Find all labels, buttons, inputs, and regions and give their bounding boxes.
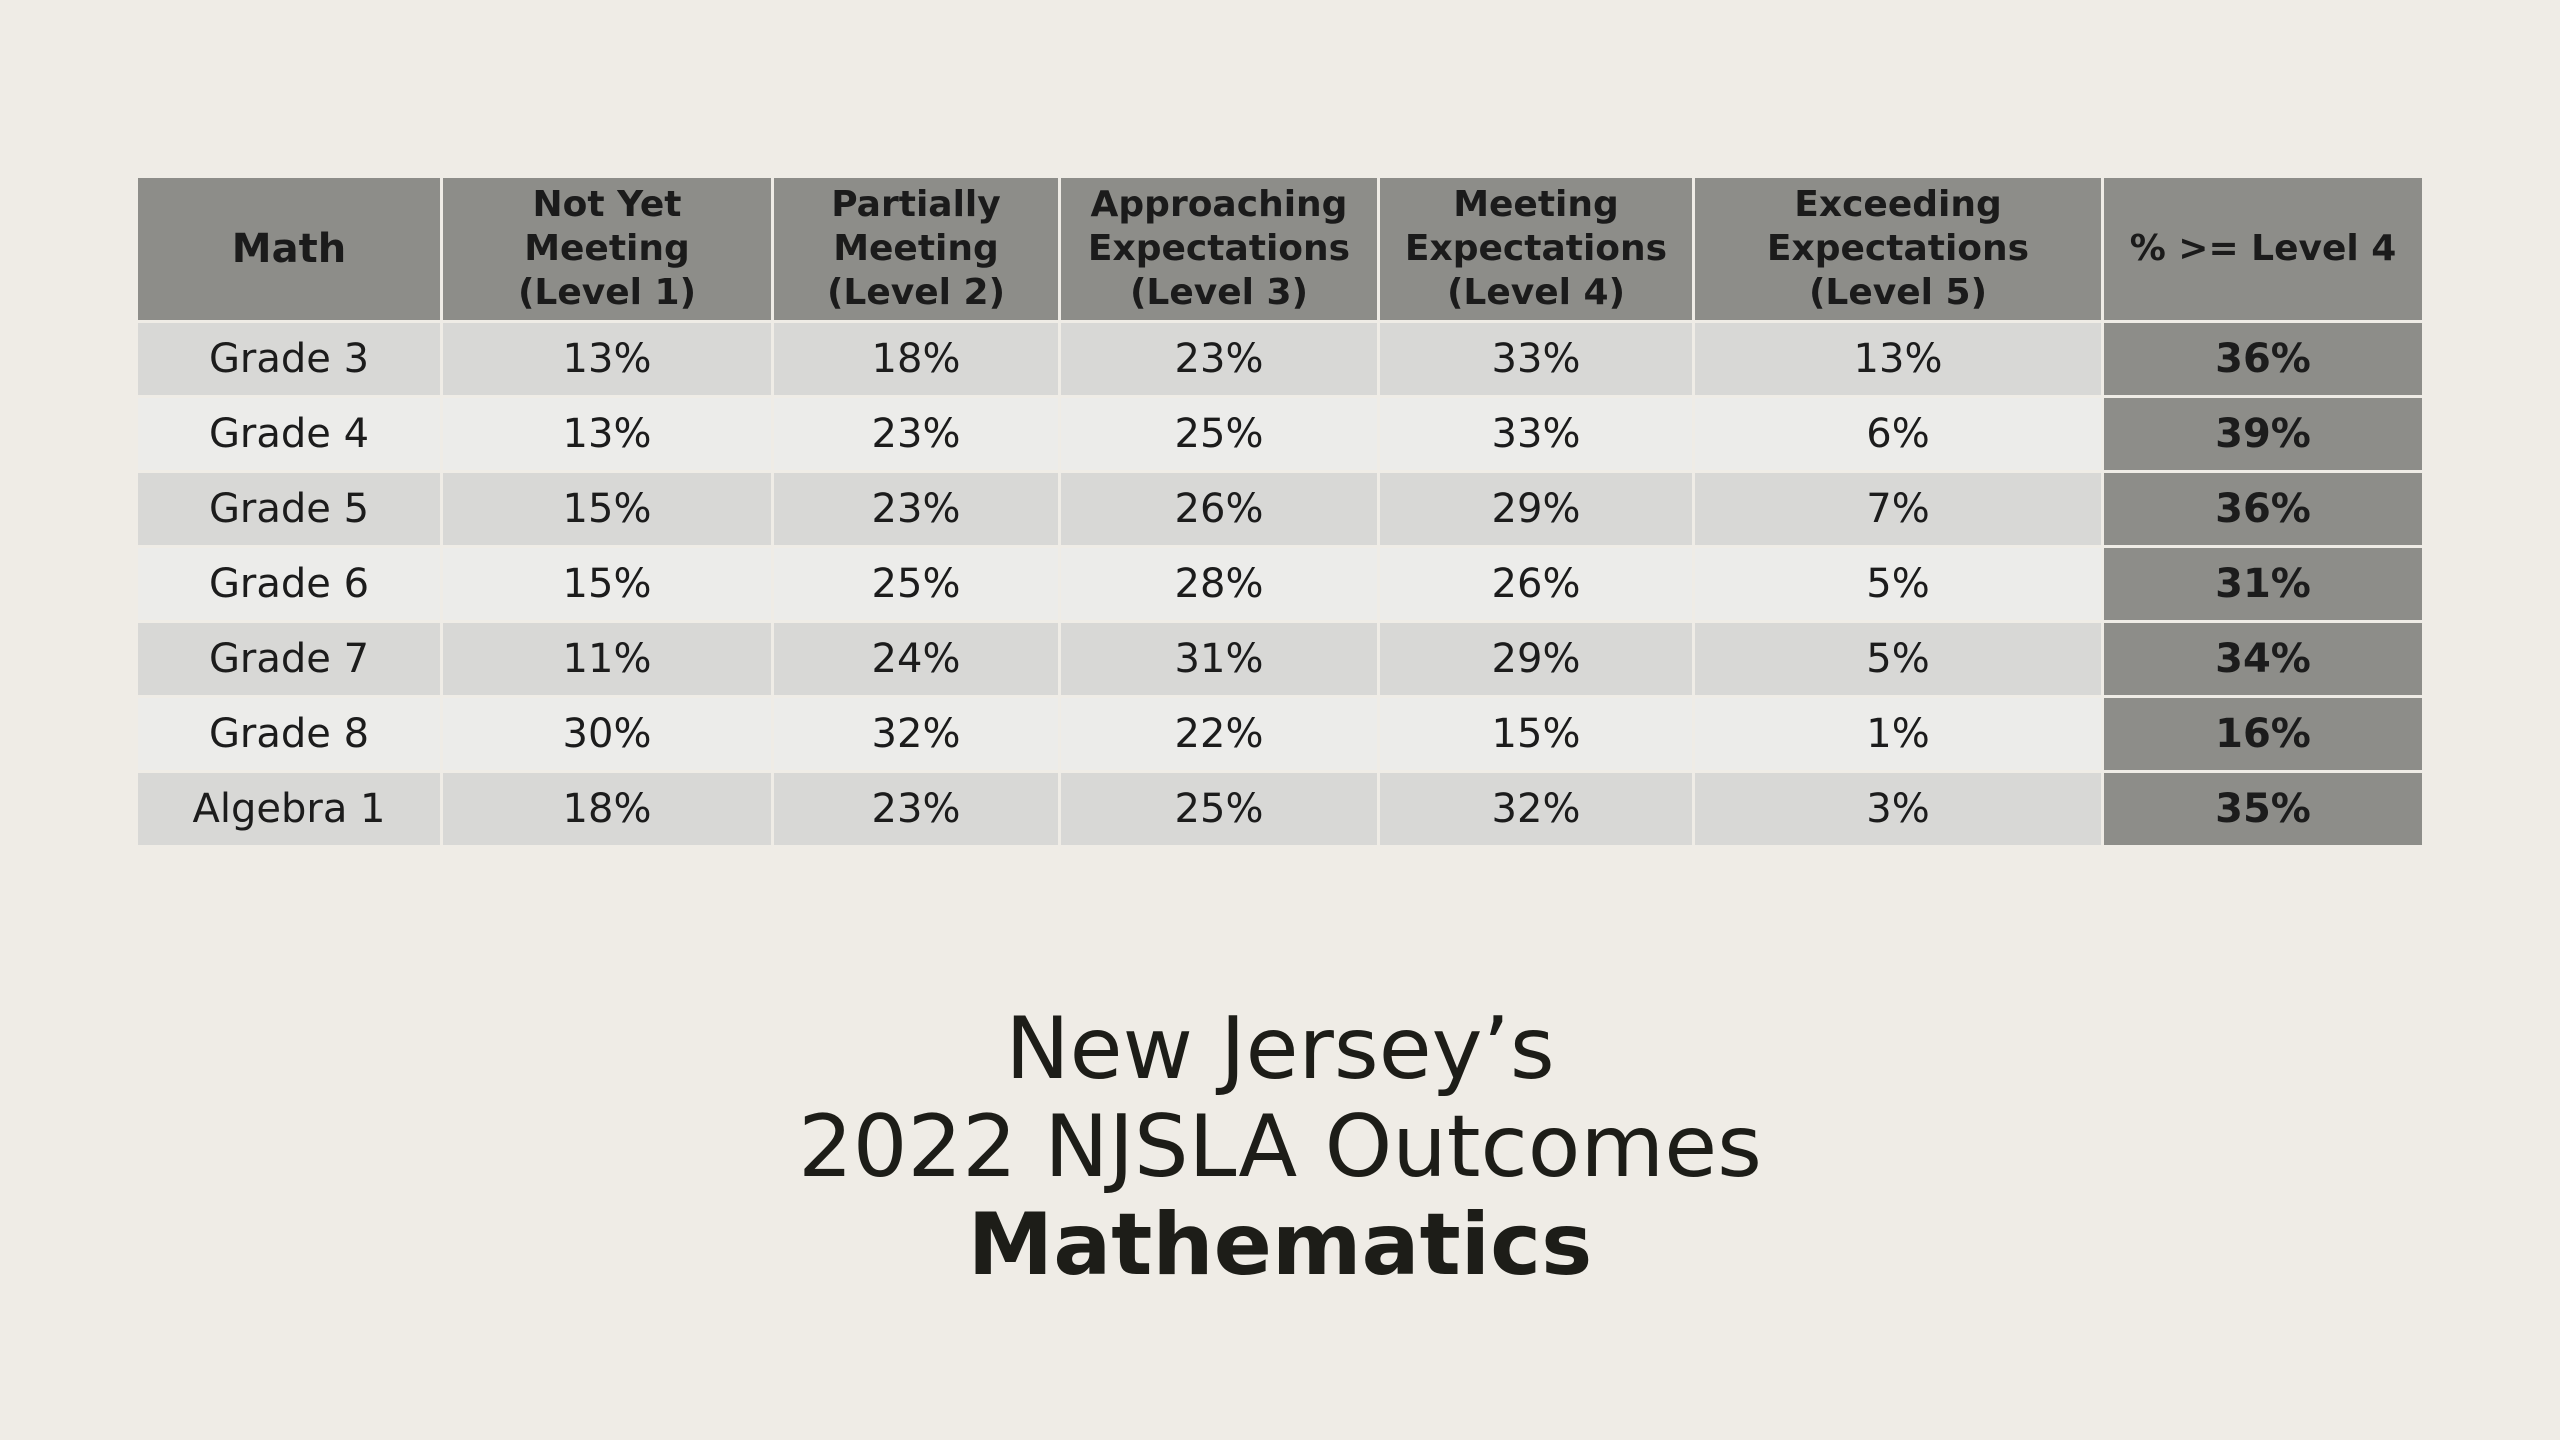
- row-label: Grade 4: [138, 398, 440, 470]
- table-row: [138, 473, 2422, 545]
- row-label: Grade 3: [138, 323, 440, 395]
- table-cell: 28%: [1061, 548, 1377, 620]
- column-header: [774, 178, 1058, 320]
- title-line-outcomes: 2022 NJSLA Outcomes: [798, 1097, 1762, 1197]
- column-header: [1061, 178, 1377, 320]
- column-header: [1695, 178, 2101, 320]
- table-cell: 23%: [774, 398, 1058, 470]
- table-row: [138, 548, 2422, 620]
- table-cell: 32%: [1380, 773, 1692, 845]
- table-row: [138, 398, 2422, 470]
- table-cell: 25%: [1061, 773, 1377, 845]
- table-cell: 13%: [1695, 323, 2101, 395]
- table-cell: 23%: [774, 473, 1058, 545]
- table-cell: 29%: [1380, 473, 1692, 545]
- table-cell: 3%: [1695, 773, 2101, 845]
- table-row: [138, 698, 2422, 770]
- table-cell: 18%: [774, 323, 1058, 395]
- table-cell: 11%: [443, 623, 771, 695]
- column-header-line: (Level 5): [1808, 272, 1988, 313]
- proficiency-cell: 31%: [2104, 548, 2422, 620]
- column-header-line: (Level 1): [517, 272, 697, 313]
- table-body: [138, 323, 2422, 845]
- table-cell: 25%: [774, 548, 1058, 620]
- table-cell: 6%: [1695, 398, 2101, 470]
- row-label: Grade 7: [138, 623, 440, 695]
- column-header: [2104, 178, 2422, 320]
- column-header-line: Meeting: [833, 228, 999, 269]
- table-row: [138, 623, 2422, 695]
- column-header-line: Meeting: [524, 228, 690, 269]
- table-cell: 26%: [1380, 548, 1692, 620]
- table-cell: 22%: [1061, 698, 1377, 770]
- column-header-line: Not Yet: [532, 184, 682, 225]
- table-cell: 32%: [774, 698, 1058, 770]
- proficiency-cell: 36%: [2104, 323, 2422, 395]
- column-header-line: Exceeding: [1794, 184, 2002, 225]
- column-header-line: Expectations: [1087, 228, 1351, 269]
- column-header-line: Meeting: [1453, 184, 1619, 225]
- column-header: [138, 178, 440, 320]
- column-header-line: (Level 3): [1129, 272, 1309, 313]
- column-header-line: Expectations: [1766, 228, 2030, 269]
- table-cell: 23%: [774, 773, 1058, 845]
- header-row: [138, 178, 2422, 320]
- table-cell: 7%: [1695, 473, 2101, 545]
- proficiency-cell: 35%: [2104, 773, 2422, 845]
- table-cell: 33%: [1380, 323, 1692, 395]
- table-cell: 24%: [774, 623, 1058, 695]
- table-cell: 5%: [1695, 623, 2101, 695]
- table-cell: 23%: [1061, 323, 1377, 395]
- column-header-line: Expectations: [1404, 228, 1668, 269]
- table-cell: 18%: [443, 773, 771, 845]
- table-cell: 15%: [1380, 698, 1692, 770]
- table-cell: 29%: [1380, 623, 1692, 695]
- table-cell: 31%: [1061, 623, 1377, 695]
- table-cell: 33%: [1380, 398, 1692, 470]
- column-header-line: (Level 2): [826, 272, 1006, 313]
- row-label: Algebra 1: [138, 773, 440, 845]
- table-cell: 13%: [443, 398, 771, 470]
- table-cell: 30%: [443, 698, 771, 770]
- results-table: [135, 175, 2425, 848]
- column-header-line: (Level 4): [1446, 272, 1626, 313]
- table-cell: 26%: [1061, 473, 1377, 545]
- proficiency-cell: 39%: [2104, 398, 2422, 470]
- slide-title: [0, 1000, 2560, 1294]
- table-cell: 1%: [1695, 698, 2101, 770]
- table-cell: 13%: [443, 323, 771, 395]
- column-header-line: Math: [231, 226, 347, 272]
- row-label: Grade 5: [138, 473, 440, 545]
- column-header-line: % >= Level 4: [2129, 228, 2397, 269]
- table-cell: 5%: [1695, 548, 2101, 620]
- table-cell: 25%: [1061, 398, 1377, 470]
- column-header-line: Approaching: [1090, 184, 1348, 225]
- table-row: [138, 773, 2422, 845]
- column-header: [1380, 178, 1692, 320]
- title-line-subject: Mathematics: [967, 1195, 1593, 1295]
- row-label: Grade 8: [138, 698, 440, 770]
- proficiency-cell: 36%: [2104, 473, 2422, 545]
- title-line-state: New Jersey’s: [1005, 999, 1555, 1099]
- table-row: [138, 323, 2422, 395]
- column-header-line: Partially: [831, 184, 1001, 225]
- table-cell: 15%: [443, 548, 771, 620]
- proficiency-cell: 16%: [2104, 698, 2422, 770]
- row-label: Grade 6: [138, 548, 440, 620]
- column-header: [443, 178, 771, 320]
- proficiency-cell: 34%: [2104, 623, 2422, 695]
- table-cell: 15%: [443, 473, 771, 545]
